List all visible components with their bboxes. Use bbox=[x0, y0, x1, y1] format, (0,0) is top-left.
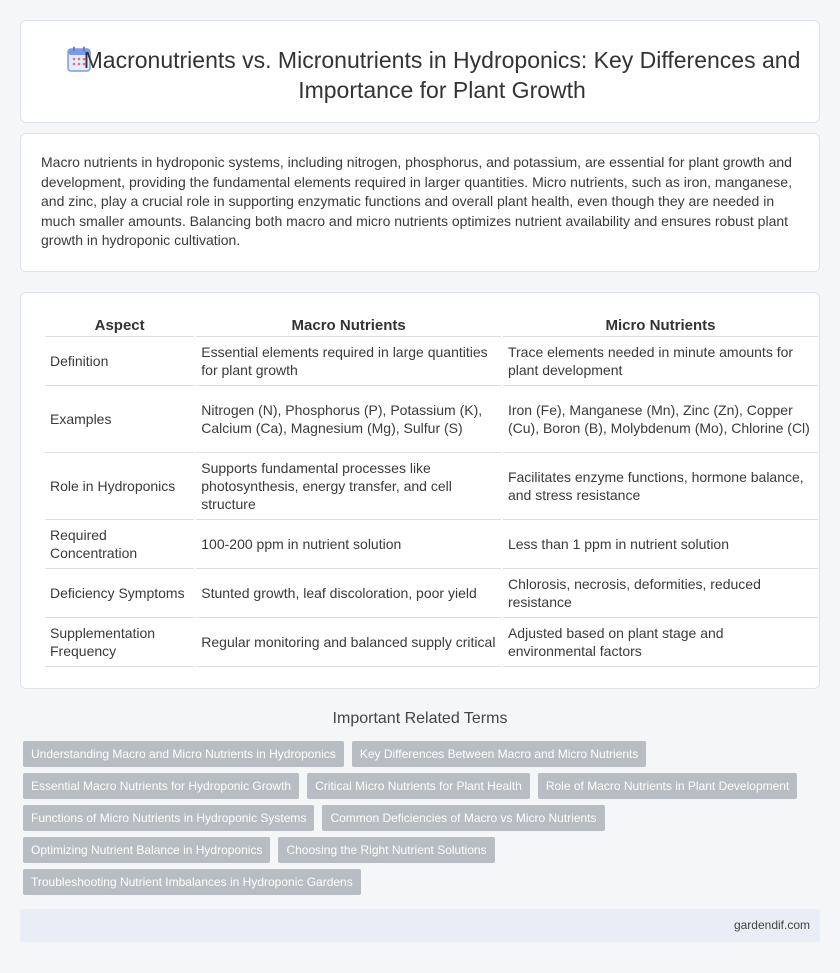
table-row bbox=[45, 453, 818, 520]
related-terms-list bbox=[23, 741, 803, 895]
footer-bar bbox=[20, 909, 820, 942]
cell-macro: Stunted growth, leaf discoloration, poor yield bbox=[196, 569, 501, 618]
footer-domain-link[interactable]: gardendif.com bbox=[733, 918, 810, 932]
cell-macro: Essential elements required in large quantities for plant growth bbox=[196, 337, 501, 386]
related-term-tag[interactable]: Key Differences Between Macro and Micro Nutrients bbox=[352, 741, 647, 767]
related-term-tag[interactable]: Functions of Micro Nutrients in Hydroponic Systems bbox=[23, 805, 314, 831]
related-term-tag[interactable]: Common Deficiencies of Macro vs Micro Nutrients bbox=[322, 805, 604, 831]
table-row bbox=[45, 337, 818, 386]
comparison-table bbox=[43, 315, 820, 667]
related-term-tag[interactable]: Troubleshooting Nutrient Imbalances in Hydroponic Gardens bbox=[23, 869, 361, 895]
header-macro: Macro Nutrients bbox=[196, 315, 501, 337]
cell-macro: 100-200 ppm in nutrient solution bbox=[196, 520, 501, 569]
table-row bbox=[45, 386, 818, 453]
cell-aspect: Supplementation Frequency bbox=[45, 618, 194, 667]
cell-aspect: Role in Hydroponics bbox=[45, 453, 194, 520]
cell-micro: Trace elements needed in minute amounts for plant development bbox=[503, 337, 818, 386]
related-term-tag[interactable]: Understanding Macro and Micro Nutrients in Hydroponics bbox=[23, 741, 344, 767]
cell-aspect: Deficiency Symptoms bbox=[45, 569, 194, 618]
cell-macro: Supports fundamental processes like photosynthesis, energy transfer, and cell structure bbox=[196, 453, 501, 520]
cell-micro: Iron (Fe), Manganese (Mn), Zinc (Zn), Copper (Cu), Boron (B), Molybdenum (Mo), Chlorine (Cl) bbox=[503, 386, 818, 453]
cell-aspect: Examples bbox=[45, 386, 194, 453]
intro-paragraph: Macro nutrients in hydroponic systems, including nitrogen, phosphorus, and potassium, are essential for plant growth and development, providing the fundamental elements required in larger quantities. Micro nutrients, such as iron, manganese, and zinc, play a crucial role in supporting enzymatic functions and overall plant health, even though they are needed in much smaller amounts. Balancing both macro and micro nutrients optimizes nutrient availability and ensures robust plant growth in hydroponic cultivation. bbox=[41, 154, 792, 249]
cell-micro: Less than 1 ppm in nutrient solution bbox=[503, 520, 818, 569]
table-row bbox=[45, 618, 818, 667]
cell-macro: Regular monitoring and balanced supply critical bbox=[196, 618, 501, 667]
comparison-table-card bbox=[20, 292, 820, 689]
related-term-tag[interactable]: Role of Macro Nutrients in Plant Development bbox=[538, 773, 797, 799]
related-term-tag[interactable]: Critical Micro Nutrients for Plant Health bbox=[307, 773, 530, 799]
related-term-tag[interactable]: Optimizing Nutrient Balance in Hydroponics bbox=[23, 837, 270, 863]
cell-macro: Nitrogen (N), Phosphorus (P), Potassium (K), Calcium (Ca), Magnesium (Mg), Sulfur (S) bbox=[196, 386, 501, 453]
intro-card bbox=[20, 133, 820, 272]
cell-aspect: Required Concentration bbox=[45, 520, 194, 569]
cell-micro: Facilitates enzyme functions, hormone balance, and stress resistance bbox=[503, 453, 818, 520]
related-term-tag[interactable]: Essential Macro Nutrients for Hydroponic Growth bbox=[23, 773, 299, 799]
related-terms-title: Important Related Terms bbox=[332, 710, 508, 727]
related-term-tag[interactable]: Choosing the Right Nutrient Solutions bbox=[278, 837, 494, 863]
table-row bbox=[45, 569, 818, 618]
header-micro: Micro Nutrients bbox=[503, 315, 818, 337]
table-row bbox=[45, 520, 818, 569]
page-title: Macronutrients vs. Micronutrients in Hydroponics: Key Differences and Importance for Plant Growth bbox=[83, 47, 801, 103]
header-card bbox=[20, 20, 820, 123]
table-header-row bbox=[45, 315, 818, 337]
cell-aspect: Definition bbox=[45, 337, 194, 386]
cell-micro: Adjusted based on plant stage and environmental factors bbox=[503, 618, 818, 667]
header-aspect: Aspect bbox=[45, 315, 194, 337]
cell-micro: Chlorosis, necrosis, deformities, reduced resistance bbox=[503, 569, 818, 618]
